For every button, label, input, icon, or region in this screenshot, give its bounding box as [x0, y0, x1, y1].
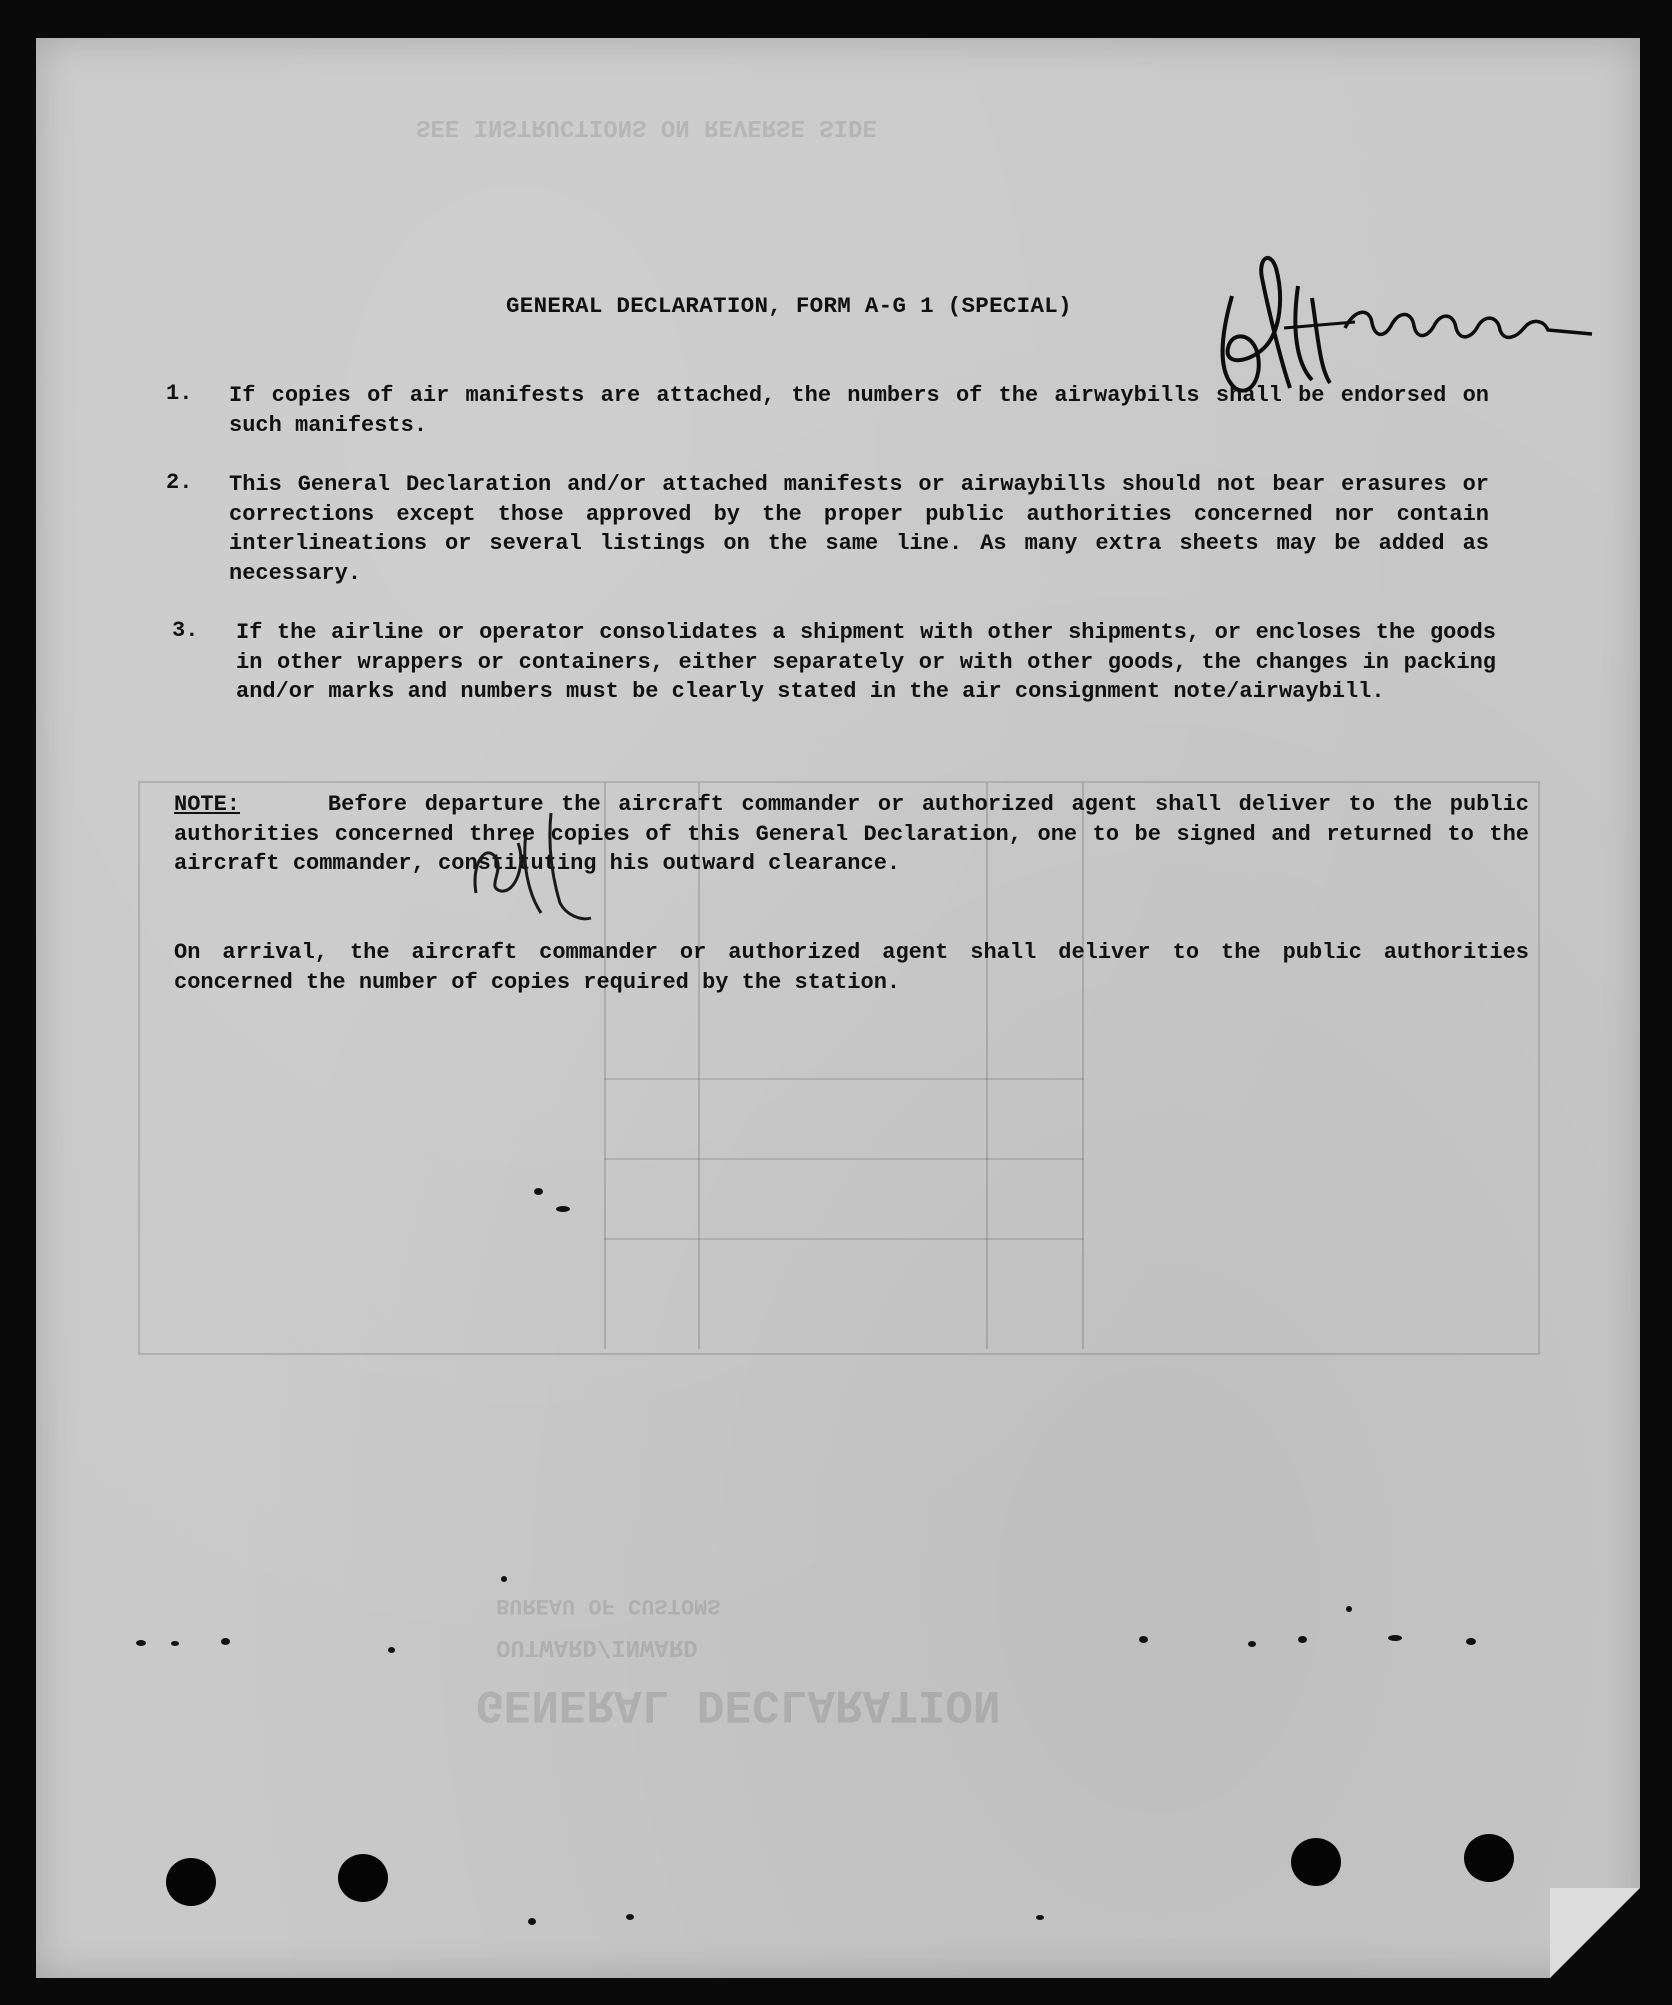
item-text: If the airline or operator consolidates a shipment with other shipments, or encloses the goods in other wrappers or containers, either separately or with other goods, the changes in packing and/or marks and numbers must be clearly stated in the air consignment note/airwaybill.: [236, 620, 1496, 704]
ink-speck: [626, 1914, 634, 1920]
handwritten-initials: [456, 803, 596, 933]
note-label: NOTE:: [174, 792, 241, 817]
ink-speck: [1139, 1636, 1148, 1643]
page-title: GENERAL DECLARATION, FORM A-G 1 (SPECIAL): [506, 293, 1072, 319]
folded-corner: [1550, 1888, 1640, 1978]
ink-speck: [136, 1640, 146, 1646]
ink-speck: [1248, 1641, 1256, 1647]
document-page: [36, 38, 1640, 1978]
ink-speck: [528, 1918, 536, 1925]
ink-speck: [501, 1576, 507, 1582]
punch-hole: [1464, 1834, 1514, 1882]
ink-speck: [534, 1188, 543, 1195]
show-through-customs: BUREAU OF CUSTOMS: [496, 1593, 721, 1618]
show-through-title: GENERAL DECLARATION: [476, 1678, 1001, 1730]
ink-speck: [1388, 1635, 1402, 1641]
ink-speck: [171, 1641, 179, 1646]
ink-speck: [1346, 1606, 1352, 1612]
handwritten-signature: [1180, 238, 1600, 408]
item-number: 1.: [166, 381, 193, 406]
ink-speck: [1036, 1915, 1044, 1920]
ink-speck: [556, 1206, 570, 1212]
ink-speck: [221, 1638, 230, 1645]
note-text: Before departure the aircraft commander or authorized agent shall deliver to the public authorities concerned three copies of this General Declaration, one to be signed and returned to the aircraft commander, constituting his outward clearance.: [174, 792, 1529, 876]
ink-speck: [1466, 1638, 1476, 1645]
ink-speck: [388, 1647, 395, 1653]
show-through-header: SEE INSTRUCTIONS ON REVERSE SIDE: [416, 113, 877, 140]
arrival-paragraph: On arrival, the aircraft commander or authorized agent shall deliver to the public authorities concerned the number of copies required by the station.: [174, 940, 1529, 995]
show-through-subtitle: OUTWARD/INWARD: [496, 1633, 698, 1660]
show-through-rule: [604, 1238, 1084, 1240]
note-paragraph: [174, 790, 1529, 879]
ink-speck: [1298, 1636, 1307, 1643]
punch-hole: [338, 1854, 388, 1902]
show-through-rule: [604, 1158, 1084, 1160]
item-number: 2.: [166, 470, 193, 495]
punch-hole: [166, 1858, 216, 1906]
show-through-rule: [604, 1078, 1084, 1080]
item-text: If copies of air manifests are attached, the numbers of the airwaybills shall be endorsed on such manifests.: [229, 383, 1489, 438]
item-text: This General Declaration and/or attached manifests or airwaybills should not bear erasures or corrections except those approved by the proper public authorities concerned nor contain interlineations or several listings on the same line. As many extra sheets may be added as necessary.: [229, 472, 1489, 586]
item-number: 3.: [172, 618, 199, 643]
punch-hole: [1291, 1838, 1341, 1886]
